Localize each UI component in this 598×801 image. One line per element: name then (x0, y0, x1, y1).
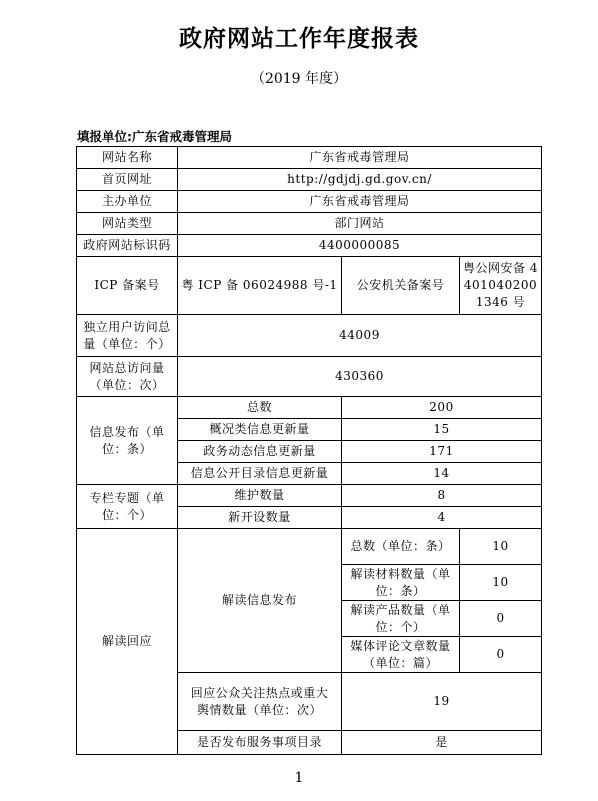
unique-visitors-value: 44009 (178, 315, 542, 357)
info-overview-value: 15 (342, 419, 542, 441)
interp-material-value: 10 (460, 565, 542, 601)
column-maintain-value: 8 (342, 485, 542, 507)
homepage-label: 首页网址 (77, 169, 178, 191)
column-maintain-label: 维护数量 (178, 485, 342, 507)
response-hotspot-label: 回应公众关注热点或重大舆情数量（单位：次） (178, 673, 342, 731)
service-catalog-value: 是 (342, 731, 542, 755)
site-id-value: 4400000085 (178, 235, 542, 257)
report-year: （2019 年度） (250, 71, 348, 87)
info-overview-label: 概况类信息更新量 (178, 419, 342, 441)
info-affairs-value: 171 (342, 441, 542, 463)
site-name-value: 广东省戒毒管理局 (178, 147, 542, 169)
info-public-value: 14 (342, 463, 542, 485)
page-title: 政府网站工作年度报表 (179, 26, 419, 52)
site-type-value: 部门网站 (178, 213, 542, 235)
info-affairs-label: 政务动态信息更新量 (178, 441, 342, 463)
unique-visitors-label: 独立用户访问总量（单位：个） (77, 315, 178, 357)
site-id-label: 政府网站标识码 (77, 235, 178, 257)
column-topic-label: 专栏专题（单位：个） (77, 485, 178, 529)
page-number: 1 (294, 770, 304, 786)
site-type-label: 网站类型 (77, 213, 178, 235)
reporting-unit: 填报单位:广东省戒毒管理局 (77, 129, 232, 144)
interp-total-label: 总数（单位：条） (342, 529, 460, 565)
info-release-label: 信息发布（单位：条） (77, 397, 178, 485)
info-public-label: 信息公开目录信息更新量 (178, 463, 342, 485)
police-record-label: 公安机关备案号 (342, 257, 460, 315)
interp-product-label: 解读产品数量（单位：个） (342, 601, 460, 637)
icp-label: ICP 备案号 (77, 257, 178, 315)
column-new-label: 新开设数量 (178, 507, 342, 529)
icp-value: 粤 ICP 备 06024988 号-1 (178, 257, 342, 315)
interpret-release-label: 解读信息发布 (178, 529, 342, 673)
interpret-response-label: 解读回应 (77, 529, 178, 755)
info-total-label: 总数 (178, 397, 342, 419)
service-catalog-label: 是否发布服务事项目录 (178, 731, 342, 755)
column-new-value: 4 (342, 507, 542, 529)
interp-product-value: 0 (460, 601, 542, 637)
sponsor-label: 主办单位 (77, 191, 178, 213)
police-record-value: 粤公网安备 44010402001346 号 (460, 257, 542, 315)
interp-total-value: 10 (460, 529, 542, 565)
interp-media-label: 媒体评论文章数量（单位：篇） (342, 637, 460, 673)
site-name-label: 网站名称 (77, 147, 178, 169)
info-total-value: 200 (342, 397, 542, 419)
report-table (76, 146, 542, 755)
interp-material-label: 解读材料数量（单位：条） (342, 565, 460, 601)
total-visits-label: 网站总访问量（单位：次） (77, 357, 178, 397)
homepage-value: http://gdjdj.gd.gov.cn/ (178, 169, 542, 191)
response-hotspot-value: 19 (342, 673, 542, 731)
total-visits-value: 430360 (178, 357, 542, 397)
sponsor-value: 广东省戒毒管理局 (178, 191, 542, 213)
interp-media-value: 0 (460, 637, 542, 673)
